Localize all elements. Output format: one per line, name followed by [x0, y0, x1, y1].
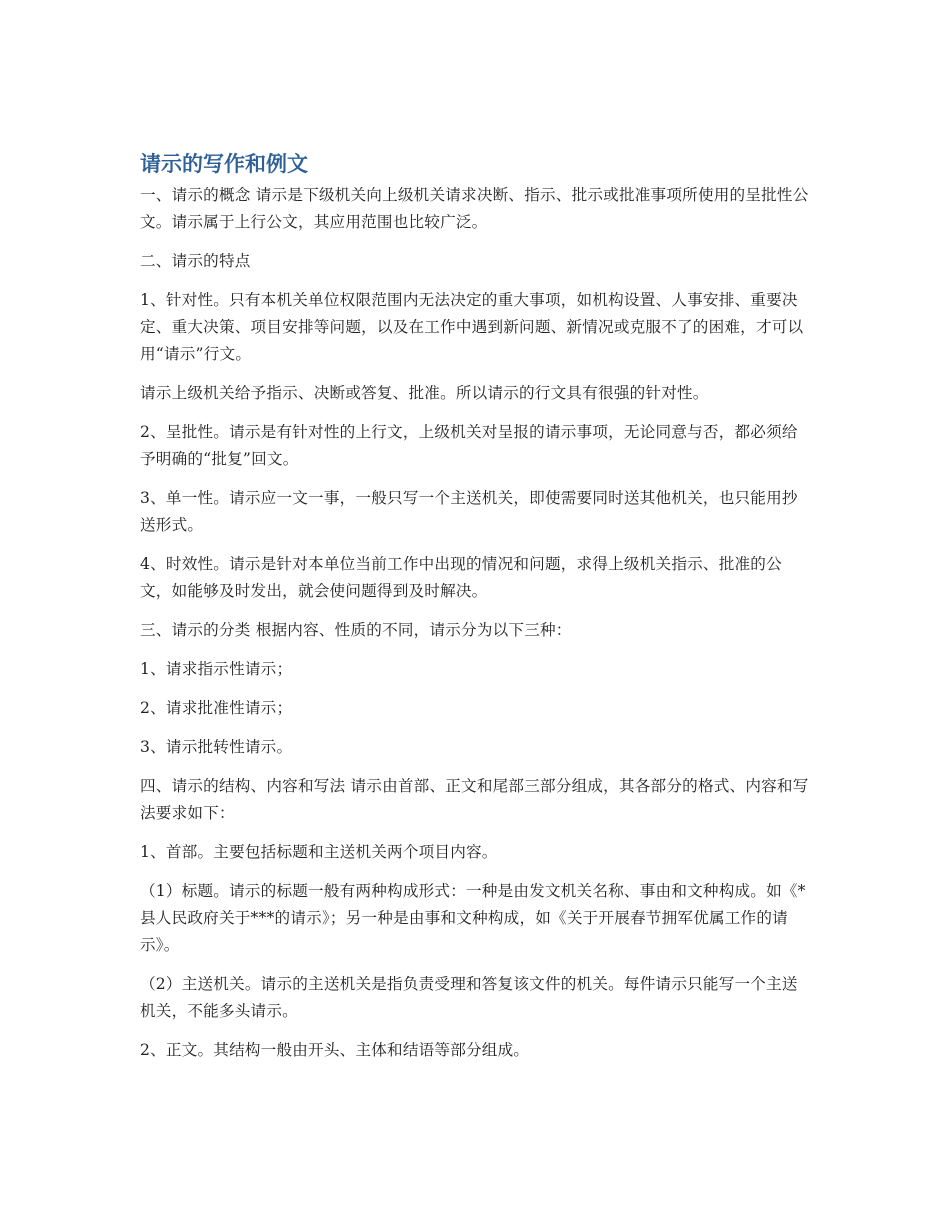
paragraph-feature-1-cont: 请示上级机关给予指示、决断或答复、批准。所以请示的行文具有很强的针对性。: [140, 384, 709, 402]
paragraph-feature-2: 2、呈批性。请示是有针对性的上行文，上级机关对呈报的请示事项，无论同意与否，都必须给予明确的“批复”回文。: [140, 423, 798, 468]
document-title: 请示的写作和例文: [140, 152, 308, 176]
paragraph-feature-3: 3、单一性。请示应一文一事，一般只写一个主送机关，即使需要同时送其他机关，也只能用抄送形式。: [140, 489, 798, 534]
paragraph-structure-recipient: （2）主送机关。请示的主送机关是指负责受理和答复该文件的机关。每件请示只能写一个主送机关，不能多头请示。: [140, 975, 798, 1020]
paragraph-feature-1: 1、针对性。只有本机关单位权限范围内无法决定的重大事项，如机构设置、人事安排、重要决定、重大决策、项目安排等问题，以及在工作中遇到新问题、新情况或克服不了的困难，才可以用“请示”行文。: [140, 291, 804, 363]
paragraph-features-heading: 二、请示的特点: [140, 252, 251, 270]
paragraph-structure-title: （1）标题。请示的标题一般有两种构成形式：一种是由发文机关名称、事由和文种构成。如《*县人民政府关于***的请示》；另一种是由事和文种构成，如《关于开展春节拥军优属工作的请示》。: [140, 882, 806, 954]
document-page: [140, 148, 812, 1076]
paragraph-structure-header: 1、首部。主要包括标题和主送机关两个项目内容。: [140, 843, 498, 861]
paragraph-structure-heading: 四、请示的结构、内容和写法 请示由首部、正文和尾部三部分组成，其各部分的格式、内容和写法要求如下：: [140, 777, 809, 822]
paragraph-structure-body: 2、正文。其结构一般由开头、主体和结语等部分组成。: [140, 1041, 530, 1059]
paragraph-feature-4: 4、时效性。请示是针对本单位当前工作中出现的情况和问题，求得上级机关指示、批准的公文，如能够及时发出，就会使问题得到及时解决。: [140, 555, 782, 600]
paragraph-type-2: 2、请求批准性请示；: [140, 699, 293, 717]
paragraph-type-3: 3、请示批转性请示。: [140, 738, 293, 756]
paragraph-concept: 一、请示的概念 请示是下级机关向上级机关请求决断、指示、批示或批准事项所使用的呈批性公文。请示属于上行公文，其应用范围也比较广泛。: [140, 186, 809, 231]
paragraph-type-1: 1、请求指示性请示；: [140, 660, 293, 678]
paragraph-types-heading: 三、请示的分类 根据内容、性质的不同，请示分为以下三种：: [140, 621, 572, 639]
